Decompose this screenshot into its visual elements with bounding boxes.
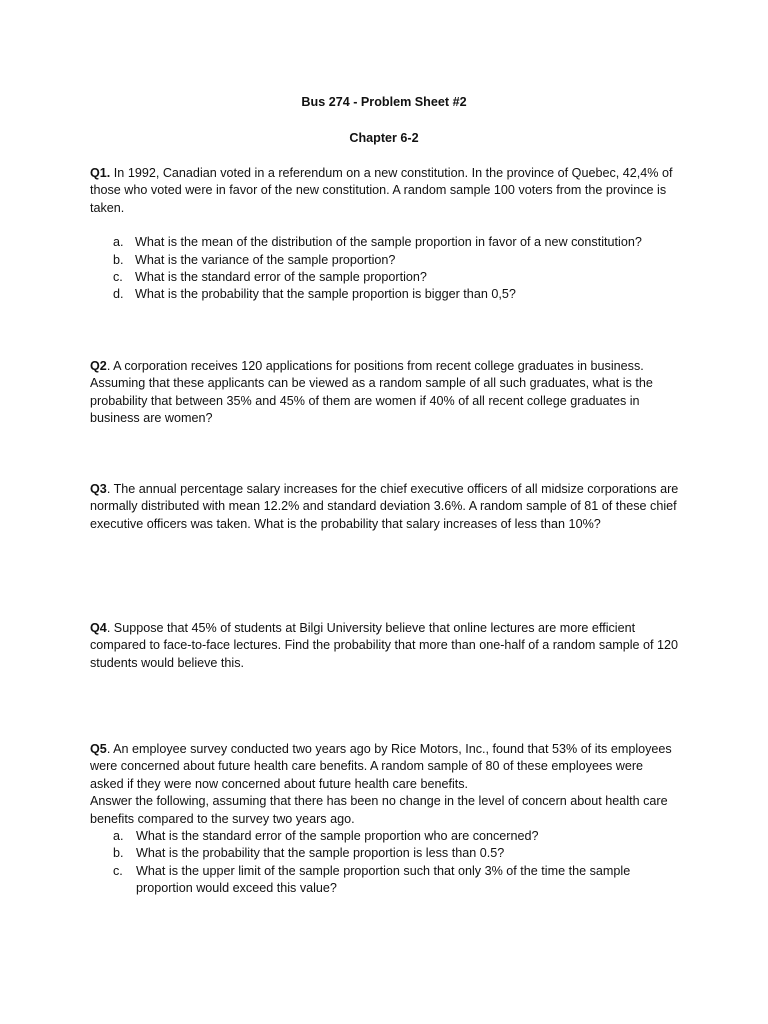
- subpart-text: What is the standard error of the sample proportion who are concerned?: [136, 829, 539, 844]
- subpart-letter: a.: [113, 235, 124, 250]
- question-2: [90, 358, 680, 428]
- subpart-text: What is the probability that the sample proportion is less than 0.5?: [136, 846, 505, 861]
- subpart-text: What is the mean of the distribution of the sample proportion in favor of a new constitution?: [135, 235, 642, 250]
- question-2-label: Q2: [90, 359, 107, 373]
- question-5-text: [90, 741, 680, 793]
- document-title: Bus 274 - Problem Sheet #2: [301, 95, 467, 109]
- question-5-body: . An employee survey conducted two years ago by Rice Motors, Inc., found that 53% of its employees were concerned about future health care benefits. A random sample of 80 of these employees were asked if they were now concerned about future health care benefits.: [90, 742, 672, 791]
- subpart-letter: b.: [113, 252, 124, 267]
- question-3: [90, 481, 680, 533]
- question-1-subpart-c: [90, 269, 680, 286]
- question-1-subpart-d: [90, 286, 680, 303]
- subpart-letter: c.: [113, 863, 123, 878]
- subpart-letter: a.: [113, 829, 124, 844]
- subpart-text: What is the upper limit of the sample proportion such that only 3% of the time the sample proportion would exceed this value?: [136, 863, 631, 896]
- question-5-subpart-c: [90, 863, 680, 898]
- subpart-letter: d.: [113, 287, 124, 302]
- question-3-text: [90, 481, 680, 533]
- question-1-subpart-a: [90, 234, 680, 251]
- question-4-label: Q4: [90, 621, 107, 635]
- question-3-label: Q3: [90, 482, 107, 496]
- question-5-instructions: Answer the following, assuming that there has been no change in the level of concern about health care benefits compared to the survey two years ago.: [90, 794, 668, 826]
- question-1-subparts: [90, 234, 680, 304]
- chapter-heading: Chapter 6-2: [349, 131, 419, 145]
- question-1-subpart-b: [90, 252, 680, 269]
- question-1: [90, 165, 680, 304]
- question-4-text: [90, 620, 680, 672]
- question-5-label: Q5: [90, 742, 107, 756]
- subpart-letter: b.: [113, 846, 124, 861]
- subpart-letter: c.: [113, 270, 123, 285]
- question-3-body: . The annual percentage salary increases for the chief executive officers of all midsize corporations are normally distributed with mean 12.2% and standard deviation 3.6%. A random sample of 81 of these chief executive officers was taken. What is the probability that salary increases of less than 10%?: [90, 482, 679, 531]
- question-5-subpart-a: [90, 828, 680, 845]
- subpart-text: What is the probability that the sample proportion is bigger than 0,5?: [135, 287, 516, 302]
- question-5-subpart-b: [90, 845, 680, 862]
- subpart-text: What is the standard error of the sample proportion?: [135, 270, 427, 285]
- question-1-body: In 1992, Canadian voted in a referendum on a new constitution. In the province of Quebec, 42,4% of those who voted were in favor of the new constitution. A random sample 100 voters from the province is taken.: [90, 166, 673, 215]
- question-5: [90, 741, 680, 898]
- subpart-text: What is the variance of the sample proportion?: [135, 252, 396, 267]
- question-4: [90, 620, 680, 672]
- question-5-subparts: [90, 828, 680, 898]
- question-2-text: [90, 358, 680, 428]
- question-1-label: Q1.: [90, 166, 111, 180]
- question-4-body: . Suppose that 45% of students at Bilgi University believe that online lectures are more efficient compared to face-to-face lectures. Find the probability that more than one-half of a random sample of 120 students would believe this.: [90, 621, 679, 670]
- question-2-body: . A corporation receives 120 applications for positions from recent college graduates in business. Assuming that these applicants can be viewed as a random sample of all such graduates, what is the probability that between 35% and 45% of them are women if 40% of all recent college graduates in business are women?: [90, 359, 653, 426]
- question-1-text: [90, 165, 680, 217]
